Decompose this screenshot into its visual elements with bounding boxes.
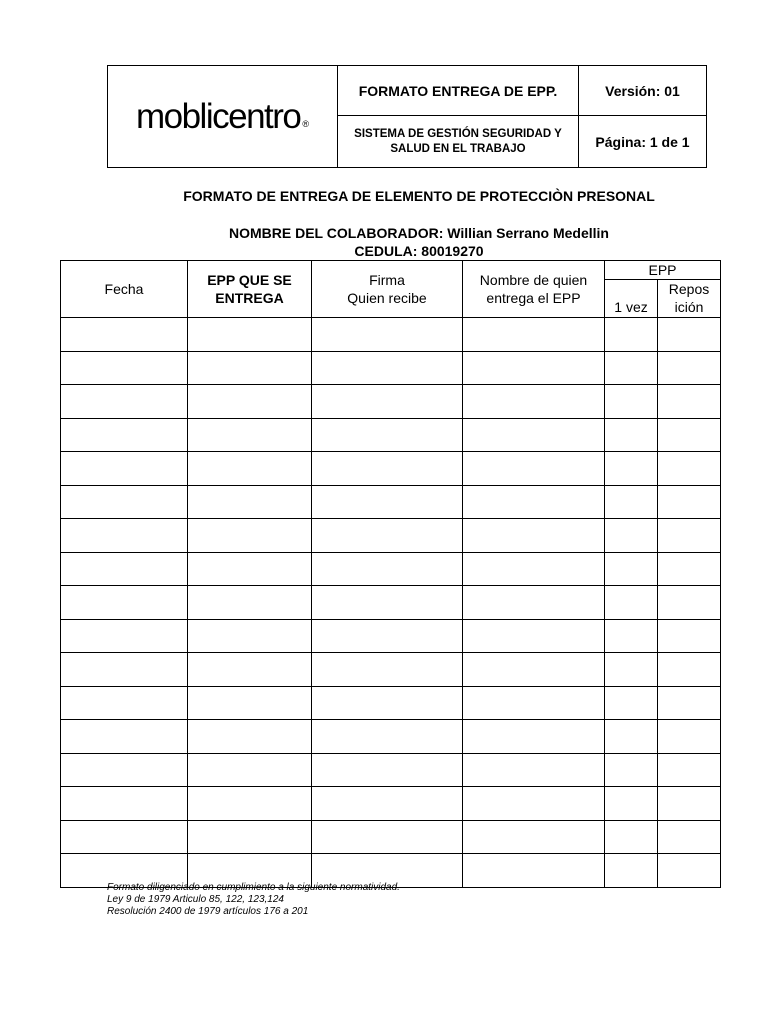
nombre-cell[interactable]	[463, 619, 605, 653]
reposicion-cell[interactable]	[658, 385, 721, 419]
fecha-cell[interactable]	[61, 586, 188, 620]
epp-cell[interactable]	[188, 686, 312, 720]
nombre-cell[interactable]	[463, 552, 605, 586]
reposicion-cell[interactable]	[658, 619, 721, 653]
table-body	[61, 318, 721, 888]
epp-cell[interactable]	[188, 552, 312, 586]
firma-cell[interactable]	[312, 418, 463, 452]
header-nombre-line2: entrega el EPP	[486, 290, 581, 306]
table-row	[61, 318, 721, 352]
firma-cell[interactable]	[312, 452, 463, 486]
1vez-cell[interactable]	[605, 318, 658, 352]
table-row	[61, 787, 721, 821]
nombre-cell[interactable]	[463, 753, 605, 787]
reposicion-cell[interactable]	[658, 351, 721, 385]
header-firma-line2: Quien recibe	[347, 290, 427, 306]
system-name-line1: SISTEMA DE GESTIÓN SEGURIDAD Y	[354, 128, 562, 141]
firma-cell[interactable]	[312, 385, 463, 419]
firma-cell[interactable]	[312, 552, 463, 586]
version-label: Versión: 01	[579, 66, 706, 116]
epp-cell[interactable]	[188, 820, 312, 854]
table-row	[61, 820, 721, 854]
epp-cell[interactable]	[188, 720, 312, 754]
1vez-cell[interactable]	[605, 519, 658, 553]
header-reposicion-line1: Repos	[668, 281, 710, 297]
header-epp-entrega-line1: EPP QUE SE	[207, 272, 292, 288]
fecha-cell[interactable]	[61, 619, 188, 653]
reposicion-cell[interactable]	[658, 787, 721, 821]
fecha-cell[interactable]	[61, 318, 188, 352]
reposicion-cell[interactable]	[658, 318, 721, 352]
nombre-cell[interactable]	[463, 820, 605, 854]
1vez-cell[interactable]	[605, 787, 658, 821]
epp-cell[interactable]	[188, 452, 312, 486]
table-row	[61, 452, 721, 486]
reposicion-cell[interactable]	[658, 452, 721, 486]
firma-cell[interactable]	[312, 653, 463, 687]
fecha-cell[interactable]	[61, 519, 188, 553]
footer-notes	[107, 882, 400, 918]
nombre-cell[interactable]	[463, 485, 605, 519]
1vez-cell[interactable]	[605, 351, 658, 385]
1vez-cell[interactable]	[605, 485, 658, 519]
firma-cell[interactable]	[312, 820, 463, 854]
footer-line1: Formato diligenciado en cumplimiento a la siguiente normatividad.	[107, 882, 400, 893]
fecha-cell[interactable]	[61, 418, 188, 452]
header-1vez: 1 vez	[605, 280, 658, 318]
system-name-line2: SALUD EN EL TRABAJO	[390, 142, 526, 155]
epp-cell[interactable]	[188, 619, 312, 653]
1vez-cell[interactable]	[605, 720, 658, 754]
table-row	[61, 619, 721, 653]
epp-cell[interactable]	[188, 485, 312, 519]
document-header	[107, 65, 707, 168]
fecha-cell[interactable]	[61, 720, 188, 754]
header-reposicion-line2: ición	[674, 299, 704, 315]
nombre-cell[interactable]	[463, 318, 605, 352]
reposicion-cell[interactable]	[658, 519, 721, 553]
1vez-cell[interactable]	[605, 854, 658, 888]
fecha-cell[interactable]	[61, 351, 188, 385]
1vez-cell[interactable]	[605, 686, 658, 720]
fecha-cell[interactable]	[61, 820, 188, 854]
reposicion-cell[interactable]	[658, 418, 721, 452]
firma-cell[interactable]	[312, 686, 463, 720]
firma-cell[interactable]	[312, 720, 463, 754]
header-firma-line1: Firma	[369, 272, 405, 288]
1vez-cell[interactable]	[605, 619, 658, 653]
1vez-cell[interactable]	[605, 452, 658, 486]
epp-cell[interactable]	[188, 586, 312, 620]
epp-cell[interactable]	[188, 653, 312, 687]
collaborator-cedula: CEDULA: 80019270	[354, 243, 484, 259]
epp-delivery-table	[60, 260, 721, 888]
1vez-cell[interactable]	[605, 586, 658, 620]
footer-line2: Ley 9 de 1979 Articulo 85, 122, 123,124	[107, 894, 284, 905]
firma-cell[interactable]	[312, 519, 463, 553]
table-row	[61, 653, 721, 687]
nombre-cell[interactable]	[463, 854, 605, 888]
document-title: FORMATO DE ENTREGA DE ELEMENTO DE PROTECCIÒN PRESONAL	[183, 188, 655, 204]
form-title: FORMATO ENTREGA DE EPP.	[338, 66, 579, 116]
nombre-cell[interactable]	[463, 418, 605, 452]
table-row	[61, 586, 721, 620]
1vez-cell[interactable]	[605, 653, 658, 687]
firma-cell[interactable]	[312, 318, 463, 352]
nombre-cell[interactable]	[463, 586, 605, 620]
fecha-cell[interactable]	[61, 552, 188, 586]
table-row	[61, 720, 721, 754]
reposicion-cell[interactable]	[658, 653, 721, 687]
epp-cell[interactable]	[188, 519, 312, 553]
fecha-cell[interactable]	[61, 787, 188, 821]
collaborator-name: NOMBRE DEL COLABORADOR: Willian Serrano Medellin	[229, 225, 609, 241]
reposicion-cell[interactable]	[658, 720, 721, 754]
epp-cell[interactable]	[188, 753, 312, 787]
table-row	[61, 519, 721, 553]
reposicion-cell[interactable]	[658, 552, 721, 586]
nombre-cell[interactable]	[463, 787, 605, 821]
header-firma	[312, 261, 463, 318]
reposicion-cell[interactable]	[658, 686, 721, 720]
epp-cell[interactable]	[188, 787, 312, 821]
nombre-cell[interactable]	[463, 686, 605, 720]
firma-cell[interactable]	[312, 787, 463, 821]
header-epp-entrega	[188, 261, 312, 318]
table-row	[61, 351, 721, 385]
fecha-cell[interactable]	[61, 485, 188, 519]
table-row	[61, 418, 721, 452]
fecha-cell[interactable]	[61, 653, 188, 687]
fecha-cell[interactable]	[61, 686, 188, 720]
logo-text: moblicentro	[135, 96, 301, 136]
epp-cell[interactable]	[188, 351, 312, 385]
nombre-cell[interactable]	[463, 452, 605, 486]
table-row	[61, 385, 721, 419]
header-epp-group: EPP	[605, 261, 721, 280]
nombre-cell[interactable]	[463, 720, 605, 754]
firma-cell[interactable]	[312, 619, 463, 653]
system-name	[338, 116, 579, 167]
page-number: Página: 1 de 1	[595, 133, 690, 150]
firma-cell[interactable]	[312, 351, 463, 385]
footer-line3: Resolución 2400 de 1979 artículos 176 a 201	[107, 906, 309, 917]
epp-cell[interactable]	[188, 318, 312, 352]
collaborator-info	[35, 224, 768, 260]
1vez-cell[interactable]	[605, 820, 658, 854]
header-fecha: Fecha	[61, 261, 188, 318]
table-row	[61, 485, 721, 519]
reposicion-cell[interactable]	[658, 854, 721, 888]
registered-mark: ®	[302, 118, 310, 129]
header-epp-entrega-line2: ENTREGA	[215, 290, 284, 306]
1vez-cell[interactable]	[605, 385, 658, 419]
reposicion-cell[interactable]	[658, 753, 721, 787]
header-nombre-entrega	[463, 261, 605, 318]
table-row	[61, 753, 721, 787]
header-reposicion	[658, 280, 721, 318]
fecha-cell[interactable]	[61, 753, 188, 787]
reposicion-cell[interactable]	[658, 485, 721, 519]
1vez-cell[interactable]	[605, 418, 658, 452]
epp-cell[interactable]	[188, 418, 312, 452]
header-nombre-line1: Nombre de quien	[479, 272, 588, 288]
firma-cell[interactable]	[312, 485, 463, 519]
1vez-cell[interactable]	[605, 753, 658, 787]
fecha-cell[interactable]	[61, 452, 188, 486]
reposicion-cell[interactable]	[658, 586, 721, 620]
epp-cell[interactable]	[188, 385, 312, 419]
company-logo	[108, 66, 338, 167]
nombre-cell[interactable]	[463, 519, 605, 553]
table-row	[61, 552, 721, 586]
firma-cell[interactable]	[312, 586, 463, 620]
reposicion-cell[interactable]	[658, 820, 721, 854]
1vez-cell[interactable]	[605, 552, 658, 586]
table-row	[61, 686, 721, 720]
nombre-cell[interactable]	[463, 351, 605, 385]
nombre-cell[interactable]	[463, 653, 605, 687]
nombre-cell[interactable]	[463, 385, 605, 419]
firma-cell[interactable]	[312, 753, 463, 787]
fecha-cell[interactable]	[61, 385, 188, 419]
